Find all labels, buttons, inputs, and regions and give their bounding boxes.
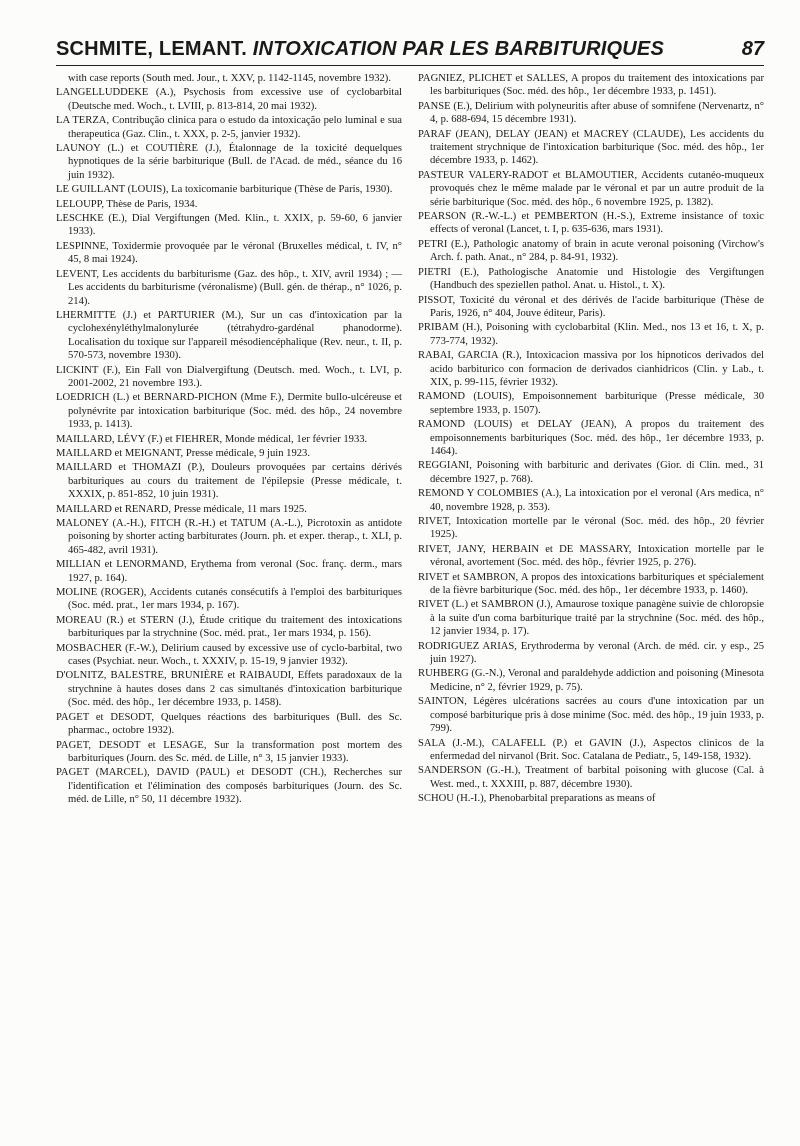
bibliography-entry: with case reports (South med. Jour., t. XXV, p. 1142-1145, novembre 1932). <box>68 73 391 84</box>
bibliography-entry: LESPINNE, Toxidermie provoquée par le véronal (Bruxelles médical, t. IV, n° 45, 8 mai 1924). <box>56 240 402 266</box>
bibliography-entry: D'OLNITZ, BALESTRE, BRUNIÈRE et RAIBAUDI, Effets paradoxaux de la strychnine à hautes doses dans 2 cas simultanés d'intoxication barbiturique (Soc. méd. des hôp., 1er décembre 1933, p. 1458). <box>56 670 402 709</box>
bibliography-entry: PARAF (JEAN), DELAY (JEAN) et MACREY (CLAUDE), Les accidents du traitement strychnique de l'intoxication barbiturique (Soc. méd. des hôp., 1er décembre 1933, p. 1462). <box>418 128 764 167</box>
bibliography-entry: PAGET (MARCEL), DAVID (PAUL) et DESODT (CH.), Recherches sur l'identification et l'élimination des composés barbituriques (Journ. des Sc. méd. de Lille, n° 50, 11 décembre 1932). <box>56 767 402 806</box>
bibliography-entry: MAILLARD et RENARD, Presse médicale, 11 mars 1925. <box>56 503 307 515</box>
bibliography-entry: LICKINT (F.), Ein Fall von Dialvergiftung (Deutsch. med. Woch., t. LVI, p. 2001-2002, 21 novembre 193.). <box>56 364 402 389</box>
bibliography-entry: RIVET, Intoxication mortelle par le véronal (Soc. méd. des hôp., 20 février 1925). <box>418 516 764 541</box>
running-header <box>56 38 764 66</box>
bibliography-entry: RIVET, JANY, HERBAIN et DE MASSARY, Intoxication mortelle par le véronal, avortement (Soc. méd. des hôp., février 1925, p. 276). <box>418 543 764 569</box>
bibliography-entry: LOEDRICH (L.) et BERNARD-PICHON (Mme F.), Dermite bullo-ulcéreuse et polynévrite par intoxication barbiturique (Soc. méd. des hôp., 24 novembre 1933, p. 1413). <box>56 392 402 431</box>
bibliography-columns <box>56 72 764 808</box>
bibliography-entry: MOLINE (ROGER), Accidents cutanés consécutifs à l'emploi des barbituriques (Soc. méd. prat., 1er mars 1934, p. 167). <box>56 587 402 612</box>
bibliography-entry: RODRIGUEZ ARIAS, Erythroderma by veronal (Arch. de méd. cir. y esp., 25 juin 1927). <box>418 640 764 666</box>
bibliography-entry: MAILLARD et THOMAZI (P.), Douleurs provoquées par certains dérivés barbituriques au cours du traitement de l'épilepsie (Presse médicale, t. XXXIX, p. 851-852, 10 juin 1931). <box>56 462 402 501</box>
bibliography-entry: LE GUILLANT (LOUIS), La toxicomanie barbiturique (Thèse de Paris, 1930). <box>56 184 393 196</box>
bibliography-entry: MOSBACHER (F.-W.), Delirium caused by excessive use of cyclo-barbital, two cases (Psychiat. neur. Woch., t. XXXIV, p. 15-19, 9 janvier 1932). <box>56 642 402 668</box>
bibliography-entry: LANGELLUDDEKE (A.), Psychosis from excessive use of cyclobarbital (Deutsche med. Woch., t. LVIII, p. 813-814, 20 mai 1932). <box>56 87 402 112</box>
bibliography-entry: PIETRI (E.), Pathologische Anatomie und Histologie des Vergiftungen (Handbuch des speziellen pathol. Anat. u. Histol., t. X). <box>418 266 764 292</box>
bibliography-entry: PASTEUR VALERY-RADOT et BLAMOUTIER, Accidents cutanéo-muqueux provoqués chez le même malade par le véronal et par un autre produit de la série barbiturique (Soc. méd. des hôp., 6 novembre 1925, p. 1382). <box>418 169 764 208</box>
bibliography-entry: REMOND Y COLOMBIES (A.), La intoxication por el veronal (Ars medica, n° 40, novembre 1928, p. 353). <box>418 488 764 513</box>
bibliography-entry: PETRI (E.), Pathologic anatomy of brain in acute veronal poisoning (Virchow's Arch. f. path. Anat., n° 284, p. 84-91, 1932). <box>418 238 764 264</box>
bibliography-entry: MOREAU (R.) et STERN (J.), Étude critique du traitement des intoxications barbituriques par la strychnine (Soc. méd. prat., 1er mars 1934, p. 156). <box>56 614 402 640</box>
header-subject: INTOXICATION PAR LES BARBITURIQUES <box>252 38 665 60</box>
bibliography-entry: SCHOU (H.-I.), Phenobarbital preparations as means of <box>418 793 656 805</box>
page-number: 87 <box>741 38 764 60</box>
bibliography-entry: PANSE (E.), Delirium with polyneuritis after abuse of somnifene (Nervenartz, n° 4, p. 688-694, 15 décembre 1931). <box>418 100 764 126</box>
bibliography-entry: SAINTON, Légères ulcérations sacrées au cours d'une intoxication par un composé barbiturique pris à dose minime (Soc. méd. des hôp., 19 juin 1933, p. 799). <box>418 696 764 735</box>
bibliography-entry: PAGET, DESODT et LESAGE, Sur la transformation post mortem des barbituriques (Journ. des Sc. méd. de Lille, n° 3, 15 janvier 1933). <box>56 739 402 764</box>
bibliography-entry: LAUNOY (L.) et COUTIÈRE (J.), Étalonnage de la toxicité dequelques hypnotiques de la série barbiturique (Bull. de l'Acad. de méd., séance du 16 juin 1932). <box>56 143 402 181</box>
bibliography-entry: MAILLARD, LÉVY (F.) et FIEHRER, Monde médical, 1er février 1933. <box>56 433 368 445</box>
bibliography-entry: RUHBERG (G.-N.), Veronal and paraldehyde addiction and poisoning (Minesota Medicine, n° 2, février 1929, p. 75). <box>418 668 764 693</box>
bibliography-entry: SALA (J.-M.), CALAFELL (P.) et GAVIN (J.), Aspectos clinicos de la enfermedad del nirvanol (Brit. Soc. Catalana de Pediatr., 5, 149-158, 1932). <box>418 737 764 762</box>
bibliography-entry: REGGIANI, Poisoning with barbituric and derivates (Gior. di Clin. med., 31 décembre 1927, p. 768). <box>418 460 764 485</box>
bibliography-entry: LELOUPP, Thèse de Paris, 1934. <box>56 198 198 210</box>
bibliography-entry: RIVET et SAMBRON, A propos des intoxications barbituriques et spécialement de la fièvre barbiturique (Soc. méd. des hôp., 1er décembre 1933, p. 1460). <box>418 571 764 597</box>
bibliography-entry: PEARSON (R.-W.-L.) et PEMBERTON (H.-S.), Extreme insistance of toxic effects of veronal (Lancet, t. I, p. 635-636, mars 1931). <box>418 211 764 236</box>
bibliography-entry: RABAI, GARCIA (R.), Intoxicacion massiva por los hipnoticos derivados del acido barbiturico con formacion de derivados cianhidricos (Clin. y Lab., t. XIX, p. 99-115, février 1932). <box>418 350 764 388</box>
running-title <box>56 38 664 61</box>
bibliography-entry: RAMOND (LOUIS), Empoisonnement barbiturique (Presse médicale, 30 septembre 1933, p. 1507). <box>418 391 764 416</box>
bibliography-entry: PAGET et DESODT, Quelques réactions des barbituriques (Bull. des Sc. pharmac., octobre 1932). <box>56 711 402 737</box>
bibliography-entry: LEVENT, Les accidents du barbiturisme (Gaz. des hôp., t. XIV, avril 1934) ; — Les accidents du barbiturisme (véronalisme) (Bull. gén. de thérap., n° 1026, p. 214). <box>56 268 402 307</box>
bibliography-entry: RIVET (L.) et SAMBRON (J.), Amaurose toxique panagène suivie de chloropsie à la suite d'un coma barbiturique traité par la strychnine (Soc. méd. des hôp., 12 janvier 1934, p. 17). <box>418 599 764 638</box>
bibliography-entry: PRIBAM (H.), Poisoning with cyclobarbital (Klin. Med., nos 13 et 16, t. X, p. 773-774, 1932). <box>418 322 764 347</box>
bibliography-entry: PAGNIEZ, PLICHET et SALLES, A propos du traitement des intoxications par les barbituriques (Soc. méd. des hôp., 1er décembre 1933, p. 1451). <box>418 73 764 98</box>
bibliography-entry: SANDERSON (G.-H.), Treatment of barbital poisoning with glucose (Cal. à West. med., t. XXXIII, p. 887, décembre 1930). <box>418 765 764 790</box>
bibliography-entry: MAILLARD et MEIGNANT, Presse médicale, 9 juin 1923. <box>56 447 311 459</box>
right-column <box>418 72 764 808</box>
header-authors: SCHMITE, LEMANT. <box>56 38 247 60</box>
bibliography-entry: PISSOT, Toxicité du véronal et des dérivés de l'acide barbiturique (Thèse de Paris, 1926, n° 404, Jouve éditeur, Paris). <box>418 294 764 319</box>
bibliography-entry: LA TERZA, Contribução clinica para o estudo da intoxicação pelo luminal e sua therapeutica (Gaz. Clin., t. XXX, p. 2-5, janvier 1932). <box>56 115 402 140</box>
bibliography-entry: LESCHKE (E.), Dial Vergiftungen (Med. Klin., t. XXIX, p. 59-60, 6 janvier 1933). <box>56 213 402 238</box>
bibliography-entry: RAMOND (LOUIS) et DELAY (JEAN), A propos du traitement des empoisonnements barbituriques (Soc. méd. des hôp., 1er décembre 1933, p. 1464). <box>418 419 764 457</box>
bibliography-entry: LHERMITTE (J.) et PARTURIER (M.), Sur un cas d'intoxication par la cyclohexényléthylmalonylurée (tétrahydro-gardénal phanodorme). Localisation du toxique sur l'appareil mésodiencéphalique (Rev. neur., t. II, p. 570-573, novembre 1930). <box>56 309 402 362</box>
left-column <box>56 72 402 808</box>
bibliography-entry: MALONEY (A.-H.), FITCH (R.-H.) et TATUM (A.-L.), Picrotoxin as antidote poisoning by shorter acting barbiturates (Journ. ph. et exper. therap., t. XLI, p. 465-482, avril 1931). <box>56 518 402 556</box>
bibliography-entry: MILLIAN et LENORMAND, Erythema from veronal (Soc. franç. derm., mars 1927, p. 164). <box>56 559 402 584</box>
